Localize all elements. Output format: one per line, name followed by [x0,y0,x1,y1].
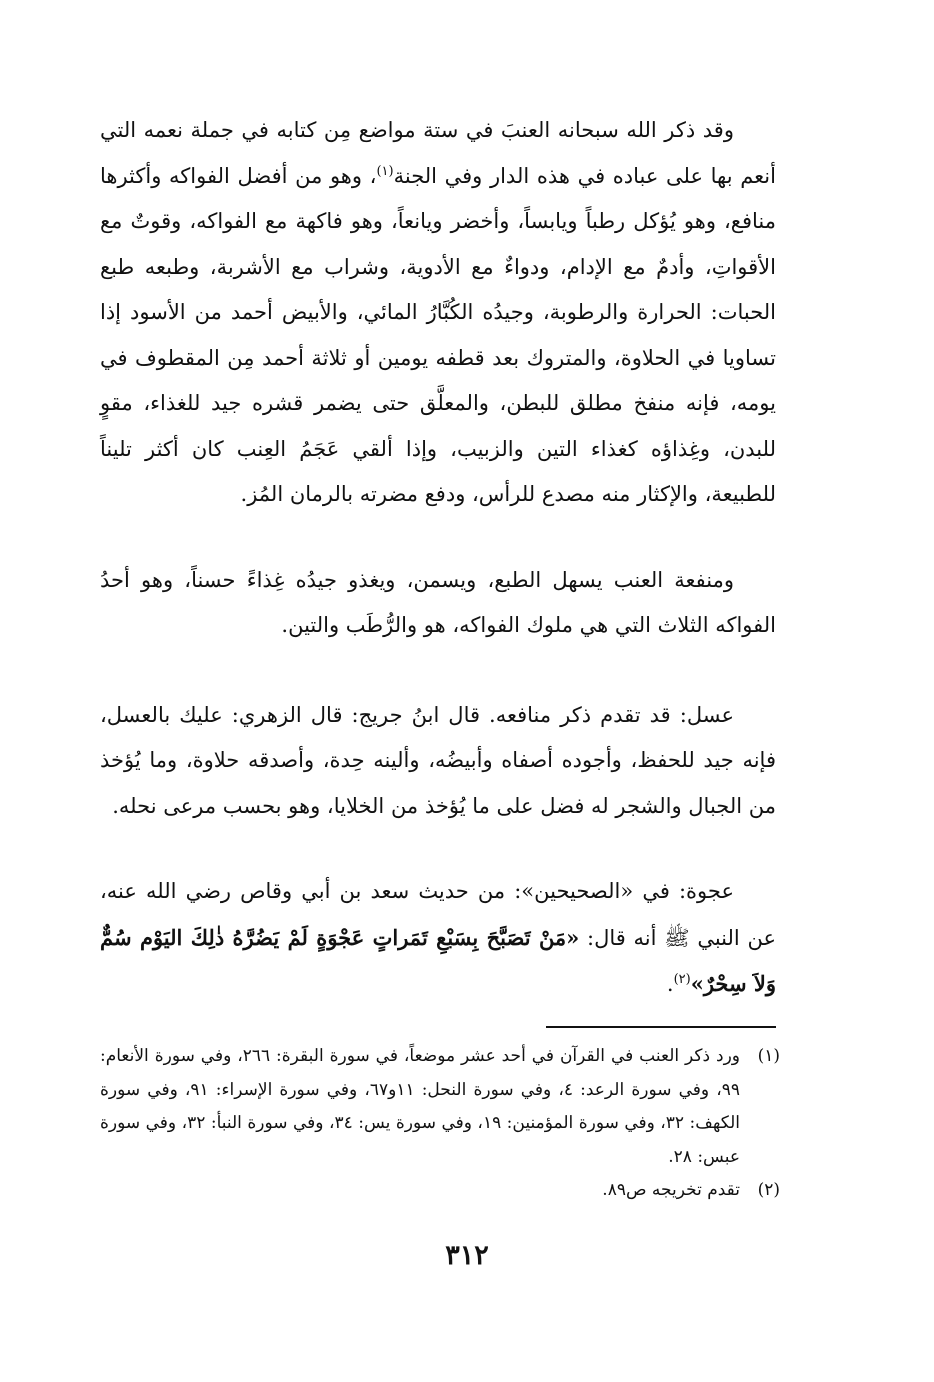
footnote-1-number: (١) [757,1046,780,1066]
hadith-quote: «مَنْ تَصَبَّحَ بِسَبْعِ تَمَراتٍ عَجْوَةٍ لَمْ يَضُرَّهُ ذٰلِكَ اليَوْم سُمٌّ وَلاَ سِحْرٌ» [100,924,776,996]
paragraph-grapes [100,108,776,518]
footnote-1 [100,1040,780,1174]
paragraph-honey-text: عسل: قد تقدم ذكر منافعه. قال ابنُ جريج: قال الزهري: عليك بالعسل، فإنه جيد للحفظ، وأجوده أصفاه وأبيضُه، وألينه حِدة، وأصدقه حلاوة، وما يُؤخذ من الجبال والشجر له فضل على ما يُؤخذ من الخلايا، وهو بحسب مرعى نحله. [100,702,776,818]
paragraph-grapes-benefit [100,558,776,649]
footnote-2-text: تقدم تخريجه ص٨٩. [602,1180,740,1200]
paragraph-ajwa [100,869,776,1008]
paragraph-grapes-text-1: وقد ذكر الله سبحانه العنبَ في ستة مواضع مِن كتابه في جملة نعمه التي أنعم بها على عباده في هذه الدار وفي الجنة [100,118,776,188]
paragraph-honey [100,693,776,830]
paragraph-ajwa-intro: عجوة: في «الصحيحين»: من حديث سعد بن أبي وقاص رضي الله عنه، عن النبي ﷺ أنه قال: [100,879,776,950]
footnote-1-text: ورد ذكر العنب في القرآن في أحد عشر موضعاً، في سورة البقرة: ٢٦٦، وفي سورة الأنعام: ٩٩، وفي سورة الرعد: ٤، وفي سورة النحل: ١١و٦٧، وفي سورة الإسراء: ٩١، وفي سورة الكهف: ٣٢، وفي سورة المؤمنين: ١٩، وفي سورة يس: ٣٤، وفي سورة النبأ: ٣٢، وفي سورة عبس: ٢٨. [100,1046,741,1167]
footnote-ref-2[interactable]: (٢) [673,972,691,987]
paragraph-grapes-text-2: ، وهو من أفضل الفواكه وأكثرها منافع، وهو يُؤكل رطباً ويابساً، وأخضر ويانعاً، وهو فاكهة مع الفواكه، وقوتٌ مع الأقواتِ، وأدمٌ مع الإدام، ودواءٌ مع الأدوية، وشراب مع الأشربة، وطبعه طبع الحبات: الحرارة والرطوبة، وجيدُه الكُبَّارُ المائي، والأبيض أحمد من الأسود إذا تساويا في الحلاوة، والمتروك بعد قطفه يومين أو ثلاثة أحمد مِن المقطوف في يومه، فإنه منفخ مطلق للبطن، والمعلَّق حتى يضمر قشره جيد للغذاء، مقوٍ للبدن، وغِذاؤه كغذاء التين والزبيب، وإذا ألقي عَجَمُ العِنب كان أكثر تليناً للطبيعة، والإكثار منه مصدع للرأس، ودفع مضرته بالرمان المُز. [100,163,776,506]
footnotes [100,1040,780,1208]
footnote-divider [546,1026,776,1028]
paragraph-grapes-benefit-text: ومنفعة العنب يسهل الطبع، ويسمن، ويغذو جيدُه غِذاءً حسناً، وهو أحدُ الفواكه الثلاث التي هي ملوك الفواكه، هو والرُّطَب والتين. [100,567,776,637]
footnote-2 [100,1174,780,1208]
main-text [100,108,776,1008]
footnote-2-number: (٢) [757,1180,780,1200]
footnote-ref-1[interactable]: (١) [376,163,394,179]
paragraph-ajwa-end: . [666,972,674,996]
page-number: ٣١٢ [445,1240,489,1271]
